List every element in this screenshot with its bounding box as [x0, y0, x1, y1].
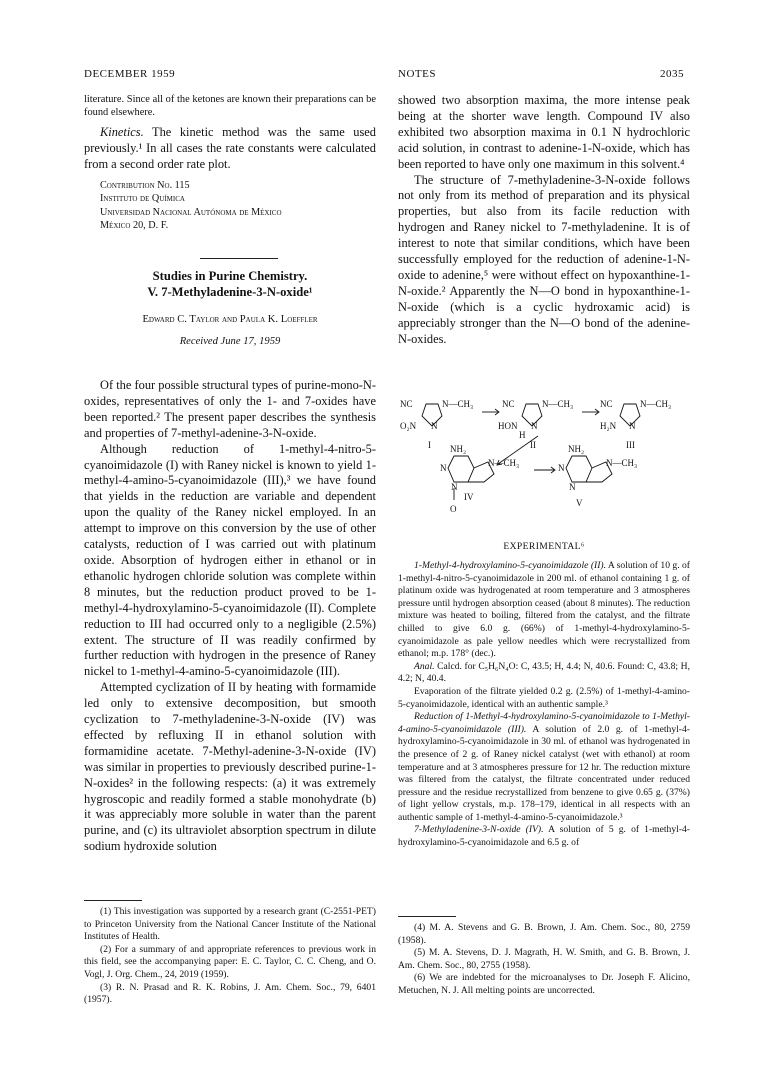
footnote: (2) For a summary of and appropriate references to previous work in this field, see the accompanying paper: E. C. Taylor, C. C. Cheng, and O. Vogl, J. Org. Chem., 24, 2019 (1959). [84, 943, 376, 980]
address-block [84, 179, 376, 233]
body-paragraph: Attempted cyclization of II by heating with formamide led only to extensive decomposition, but smooth cyclization to 7-methyladenine-3-N-oxide (IV) was effected by refluxing II in ethanol solution with formamidine acetate. 7-Methyl-adenine-3-N-oxide (IV) was similar in properties to previously described purine-1-N-oxides² in the following respects: (a) it was extremely hygroscopic and readily formed a stable monohydrate (b) it was appreciably more soluble in water than the parent purine, and (c) its ultraviolet absorption spectrum in dilute sodium hydroxide solution [84, 680, 376, 854]
scheme-nh2-label: NH₂ [568, 444, 585, 454]
left-column [84, 93, 376, 233]
scheme-nch3-label: N—CH₃ [640, 399, 672, 409]
kinetics-text: The kinetic method was the same used previously.¹ In all cases the rate constants were calculated from a second order rate plot. [84, 125, 376, 171]
scheme-nc-label: NC [502, 399, 515, 409]
experimental-heading: EXPERIMENTAL⁶ [503, 541, 585, 552]
compound-label-III: III [626, 440, 635, 450]
paragraph-literature: literature. Since all of the ketones are known their preparations can be found elsewhere. [84, 94, 376, 118]
paragraph-text: A solution of 5 g. of 1-methyl-4-hydroxylamino-5-cyanoimidazole and 6.5 g. of [398, 824, 691, 849]
scheme-n-label: N [531, 421, 538, 431]
paragraph-title: Reduction of 1-Methyl-4-hydroxylamino-5-cyanoimidazole to 1-Methyl-4-amino-5-cyanoimidazole (III). [398, 711, 690, 735]
scheme-n-label: N [558, 463, 565, 473]
footnote: (6) We are indebted for the microanalyses to Dr. Joseph F. Alicino, Metuchen, N. J. All melting points are uncorrected. [398, 972, 690, 996]
section-divider [200, 258, 278, 259]
scheme-nh2-label: NH₂ [450, 444, 467, 454]
paragraph-title: Anal. [414, 660, 435, 672]
article-heading [84, 268, 376, 347]
body-paragraph: Of the four possible structural types of purine-mono-N-oxides, representatives of only the 1- and 7-oxides have been reported.² The present paper describes the synthesis and properties of 7-methyl-adenine-3-N-oxide. [84, 378, 376, 440]
left-footnotes [84, 906, 376, 1007]
authors: Edward C. Taylor and Paula K. Loeffler [142, 314, 318, 325]
body-paragraph: showed two absorption maxima, the more intense peak being at the shorter wave length. Compound IV also exhibited two absorption maxima in 0.1 N hydrochloric acid solution, in contrast to adenine-1-N-oxide, which has been reported to have only one maximum in this solvent.⁴ [398, 93, 690, 171]
experimental-section [398, 560, 690, 850]
address-line: Instituto de Química [100, 193, 185, 205]
footnote-rule [398, 916, 456, 917]
scheme-n-label: N [629, 421, 636, 431]
kinetics-label: Kinetics. [100, 125, 144, 139]
address-line: Contribution No. 115 [100, 179, 190, 191]
compound-label-II: II [530, 440, 536, 450]
paragraph-text: Calcd. for C₅H₆N₄O: C, 43.5; H, 4.4; N, 40.6. Found: C, 43.8; H, 4.2; N, 40.4. [398, 660, 690, 685]
experimental-paragraph [398, 686, 690, 711]
address-line: México 20, D. F. [100, 220, 169, 232]
experimental-paragraph [398, 824, 690, 849]
page-number: 2035 [660, 68, 684, 80]
article-title-line1: Studies in Purine Chemistry. [152, 269, 308, 283]
scheme-o2n-label: O₂N [400, 421, 417, 431]
compound-label-IV: IV [464, 492, 474, 502]
scheme-n-label: N [451, 482, 458, 492]
experimental-paragraph [398, 661, 690, 686]
paragraph-text: A solution of 10 g. of 1-methyl-4-nitro-5-cyanoimidazole in 200 ml. of ethanol containing 1 g. of platinum oxide was hydrogenated at room temperature and 3 atmospheres pressure until hydrogen absorption ceased (about 8 minutes). The reduction mixture was heated to boiling, filtered from the catalyst, and the filtrate chilled to give 6.0 g. (66%) of 1-methyl-4-hydroxylamino-5-cyanoimidazole as pale yellow needles which were recrystallized from ethanol; m.p. 178° (dec.). [398, 560, 691, 660]
compound-label-I: I [428, 440, 431, 450]
scheme-hon-label: HON [498, 421, 518, 431]
footnote: (1) This investigation was supported by a research grant (C-2551-PET) to Princeton University from the National Cancer Institute of the National Institutes of Health. [84, 906, 376, 943]
scheme-h2n-label: H₂N [600, 421, 617, 431]
left-body [84, 378, 376, 855]
footnote: (3) R. N. Prasad and R. K. Robins, J. Am. Chem. Soc., 79, 6401 (1957). [84, 981, 376, 1006]
scheme-nch3-label: N—CH₃ [606, 458, 638, 468]
received-date: Received June 17, 1959 [179, 336, 281, 347]
scheme-n-label: N [569, 482, 576, 492]
scheme-h-label: H [519, 430, 526, 440]
paragraph-text: A solution of 2.0 g. of 1-methyl-4-hydroxylamino-5-cyanoimidazole in 30 ml. of ethanol was hydrogenated in the presence of 2 g. of Raney nickel catalyst (wet with ethanol) at room temperature and at 3 atmospheres pressure for 12 hr. The reduction mixture was filtered from the catalyst, the filtrate concentrated under reduced pressure and the residue recrystallized from benzene to give 0.65 g. (37%) of light yellow crystals, m.p. 178–179, identical in all respects with an authentic sample of 1-methyl-4-amino-5-cyanoimidazole.³ [398, 723, 690, 823]
compound-label-V: V [576, 498, 583, 508]
experimental-paragraph [398, 711, 690, 824]
paragraph-title: 1-Methyl-4-hydroxylamino-5-cyanoimidazole (II). [414, 560, 606, 571]
right-footnotes [398, 922, 690, 998]
paragraph-title: 7-Methyladenine-3-N-oxide (IV). [414, 824, 544, 836]
reaction-scheme [398, 396, 690, 526]
body-paragraph: The structure of 7-methyladenine-3-N-oxide follows not only from its method of preparation and its physical properties, but also from its facile reduction with hydrogen and Raney nickel to 7-methyladenine. It is of interest to note that similar conditions, which have been successfully employed for the reduction of adenine-1-N-oxide to adenine,⁵ were without effect on hypoxanthine-1-N-oxide.² Apparently the N—O bond in hypoxanthine-1-N-oxide (which is a cyclic hydroxamic acid) is appreciably stronger than the N—O bond of the adenine-N-oxides. [398, 172, 690, 346]
paragraph-text: Evaporation of the filtrate yielded 0.2 g. (2.5%) of 1-methyl-4-amino-5-cyanoimidazole, identical with an authentic sample.³ [398, 685, 690, 710]
paragraph-kinetics [84, 125, 376, 173]
scheme-nc-label: NC [600, 399, 613, 409]
scheme-n-label: N [440, 463, 447, 473]
scheme-nc-label: NC [400, 399, 413, 409]
scheme-nch3-label: N—CH₃ [488, 458, 520, 468]
footnote: (4) M. A. Stevens and G. B. Brown, J. Am. Chem. Soc., 80, 2759 (1958). [398, 922, 690, 946]
body-paragraph: Although reduction of 1-methyl-4-nitro-5-cyanoimidazole (I) with Raney nickel is known to yield 1-methyl-4-amino-5-cyanoimidazole (III),³ we have found that yields in the reduction are variable and dependent upon the quality of the Raney nickel employed. In an attempt to improve on this conversion by the use of other catalysts, reduction of I was carried out with platinum oxide. Absorption of hydrogen either in ethanol or in ethanolic hydrogen chloride solution was complete within 8 minutes, but the reduction product proved to be 1-methyl-4-hydroxylamino-5-cyanoimidazole (II). Complete reduction to III had occurred only to a negligible (2.5%) extent. The structure of II was readily confirmed by further reduction with hydrogen in the presence of Raney nickel to 1-methyl-4-amino-5-cyanoimidazole (III). [84, 441, 376, 679]
right-body [398, 93, 690, 348]
address-line: Universidad Nacional Autónoma de México [100, 206, 282, 218]
scheme-nch3-label: N—CH₃ [442, 399, 474, 409]
article-title-line2: V. 7-Methyladenine-3-N-oxide¹ [147, 285, 313, 299]
footnote-rule [84, 900, 142, 901]
scheme-o-label: O [450, 504, 457, 514]
footnote: (5) M. A. Stevens, D. J. Magrath, H. W. Smith, and G. B. Brown, J. Am. Chem. Soc., 80, 2755 (1958). [398, 947, 690, 971]
header-center: NOTES [398, 68, 436, 80]
scheme-nch3-label: N—CH₃ [542, 399, 574, 409]
header-left: DECEMBER 1959 [84, 68, 176, 80]
scheme-n-label: N [431, 421, 438, 431]
experimental-paragraph [398, 560, 690, 661]
